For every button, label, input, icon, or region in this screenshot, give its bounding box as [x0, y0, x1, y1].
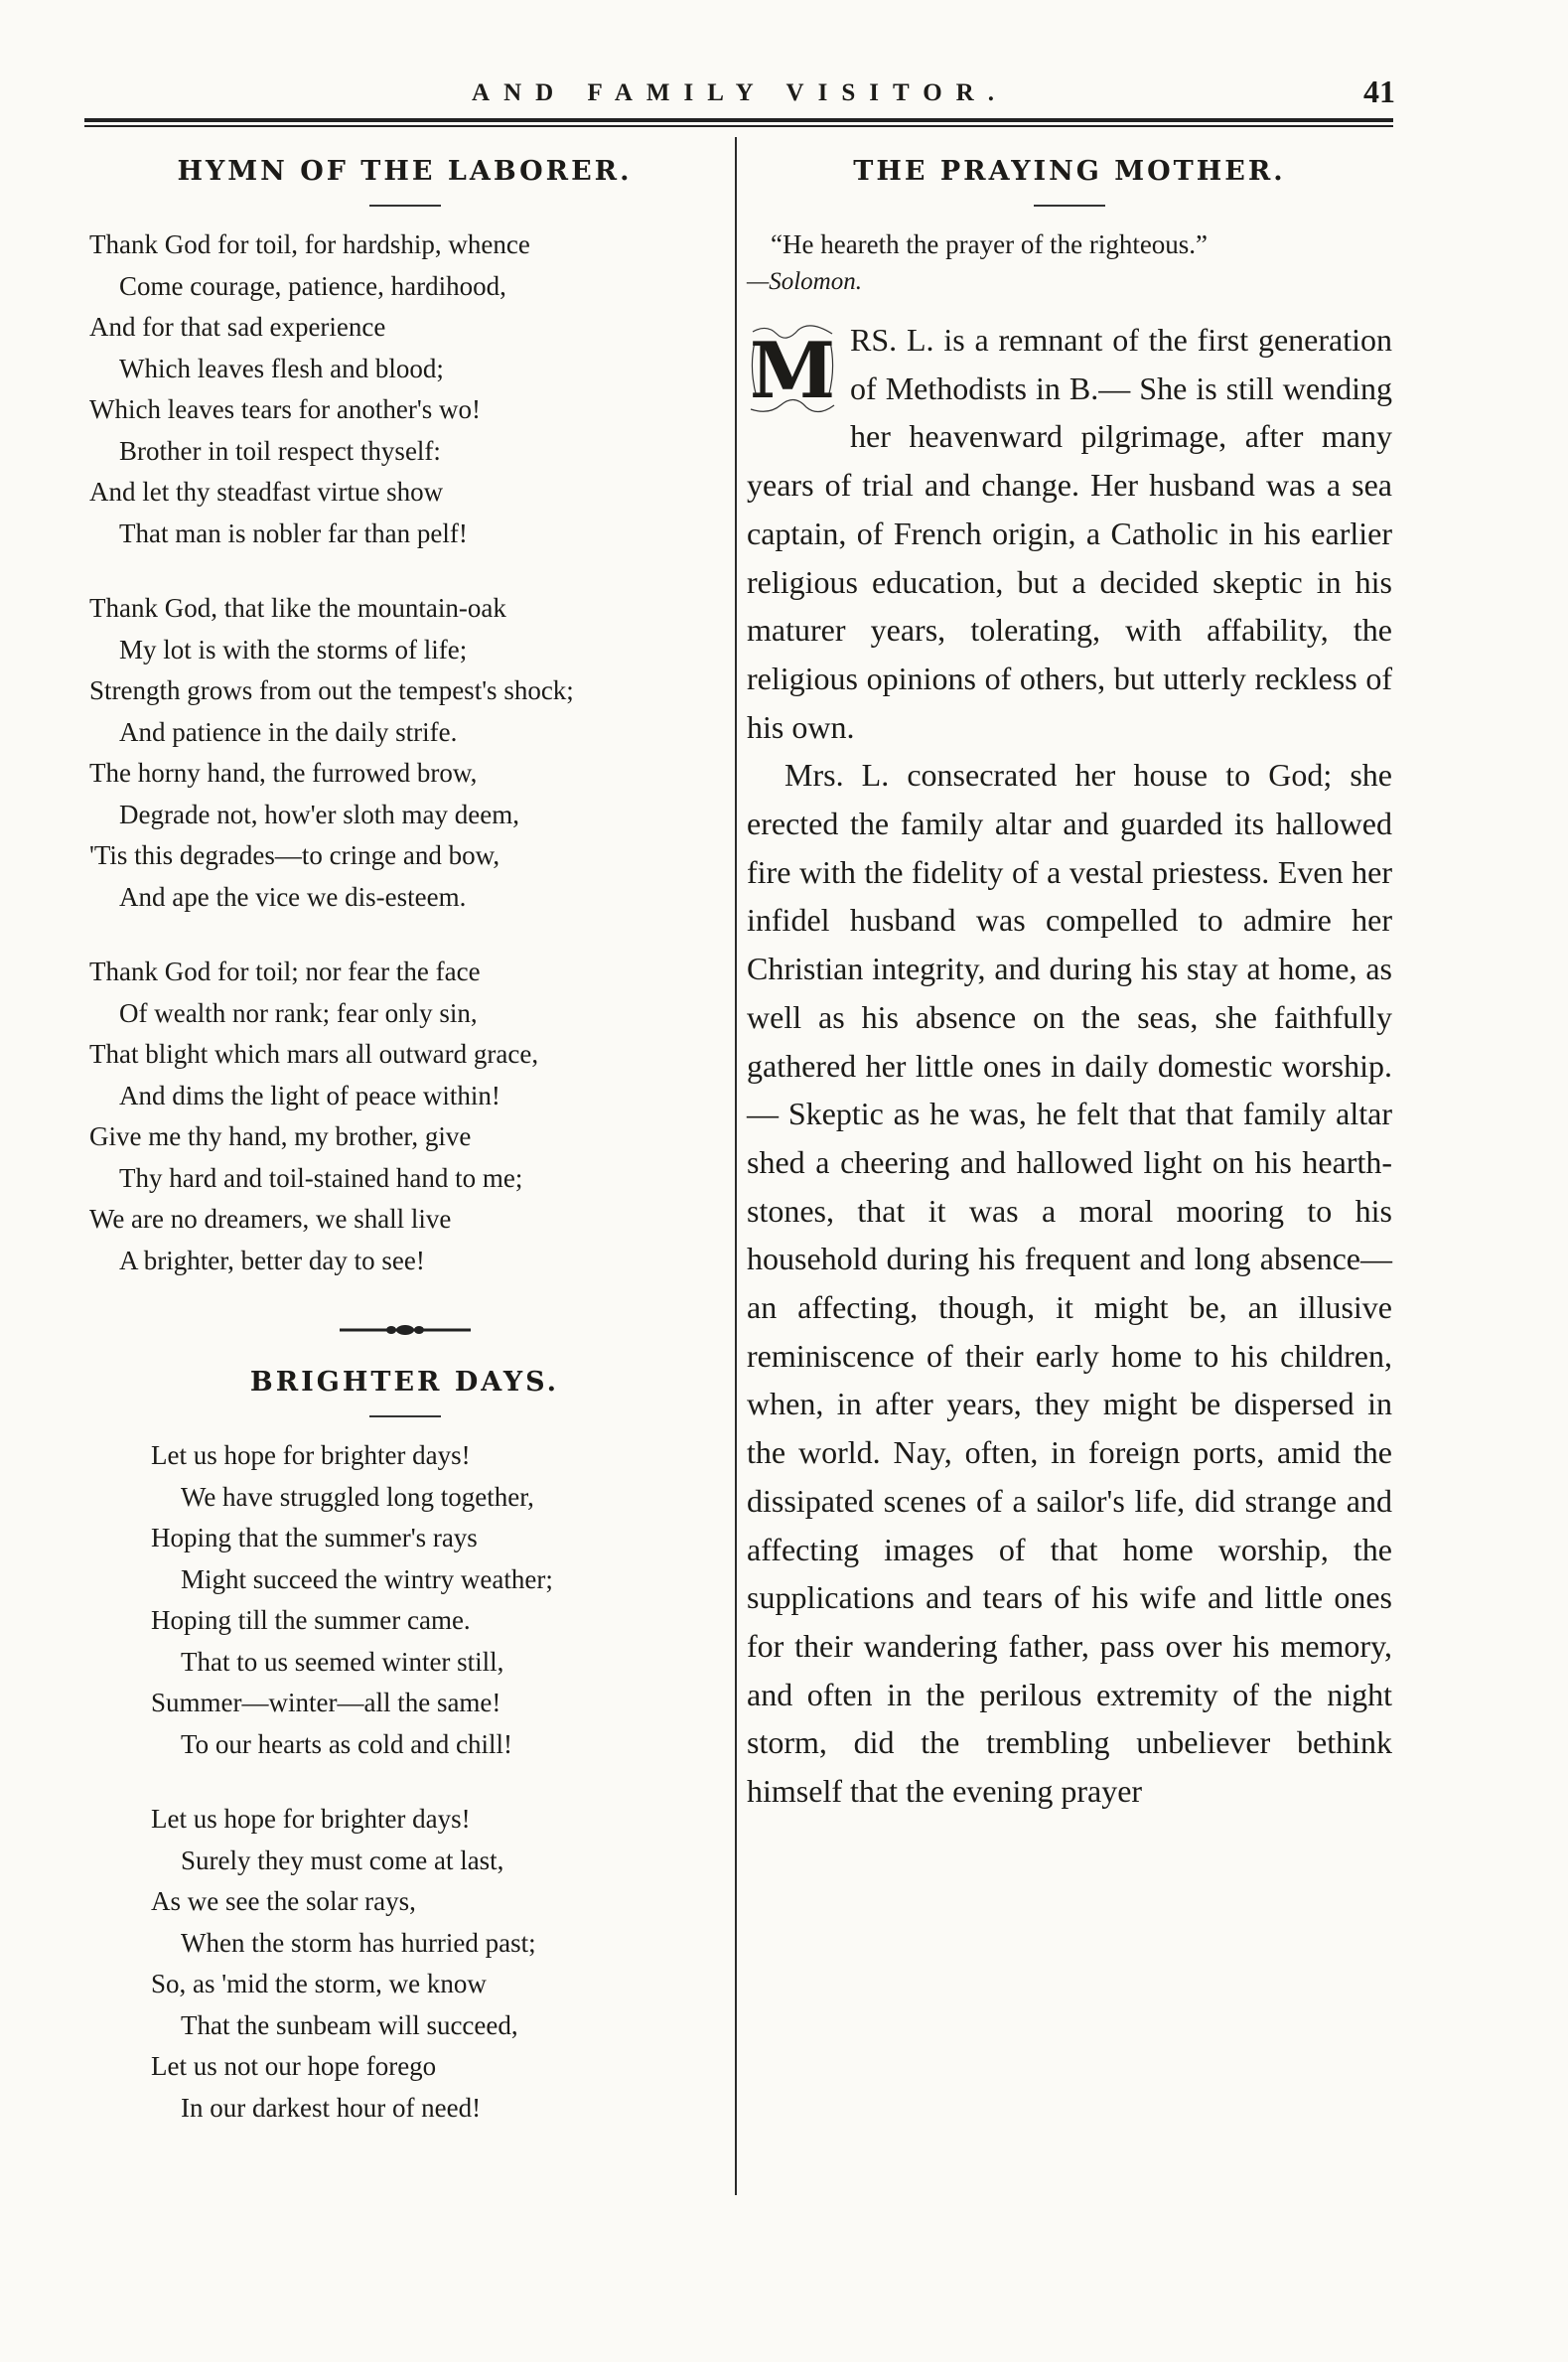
hymn-line: That man is nobler far than pelf!	[119, 517, 468, 548]
hymn-line: Give me thy hand, my brother, give	[89, 1121, 472, 1151]
brighter-days-line: Might succeed the wintry weather;	[181, 1563, 553, 1594]
hymn-line: And dims the light of peace within!	[119, 1080, 500, 1110]
brighter-days-line: That to us seemed winter still,	[181, 1646, 504, 1677]
epigraph-source: —Solomon.	[747, 268, 862, 295]
praying-mother-title: THE PRAYING MOTHER.	[853, 156, 1286, 187]
hymn-title: HYMN OF THE LABORER.	[177, 156, 633, 187]
paragraph-1-lead: RS.	[850, 322, 898, 358]
hymn-line: Which leaves flesh and blood;	[119, 353, 444, 383]
hymn-line: Strength grows from out the tempest's shock;	[89, 675, 574, 705]
brighter-days-line: When the storm has hurried past;	[181, 1927, 536, 1958]
header-rule-thick	[84, 118, 1393, 122]
hymn-line: We are no dreamers, we shall live	[89, 1204, 452, 1234]
hymn-title-rule	[369, 205, 441, 207]
hymn-poem	[89, 224, 720, 1281]
paragraph-2: Mrs. L. consecrated her house to God; she erected the family altar and guarded its hallowed fire with the fidelity of a vestal priestess. Even her infidel husband was compelled to admire her Christian integrity, and during his stay at home, as well as his absence on the seas, she faithfully gathered her little ones in daily domestic worship.— Skeptic as he was, he felt that that family altar shed a cheering and hallowed light on his hearth-stones, that it was a moral mooring to his household during his frequent and long absence—an affecting, though, it might be, an illusive reminiscence of their early home to his children, when, in after years, they might be dispersed in the world. Nay, often, in foreign ports, amid the dissipated scenes of a sailor's life, did strange and affecting images of that home worship, the supplications and tears of his wife and little ones for their wandering father, pass over his memory, and often in the perilous extremity of the night storm, did the trembling unbeliever bethink himself that the evening prayer	[747, 757, 1392, 1810]
page-header	[84, 72, 1395, 121]
hymn-stanza	[89, 952, 720, 1281]
brighter-days-line: Surely they must come at last,	[181, 1845, 504, 1875]
hymn-stanza	[89, 224, 720, 554]
decorative-initial	[747, 322, 838, 417]
brighter-days-poem	[89, 1435, 720, 2129]
column-divider	[735, 137, 737, 2195]
hymn-line: Brother in toil respect thyself:	[119, 435, 441, 466]
hymn-line: And let thy steadfast virtue show	[89, 477, 444, 507]
brighter-days-line: To our hearts as cold and chill!	[181, 1728, 513, 1759]
header-rule-thin	[84, 125, 1393, 127]
running-head: AND FAMILY VISITOR.	[472, 79, 1008, 106]
hymn-line: That blight which mars all outward grace,	[89, 1039, 539, 1069]
hymn-line: Come courage, patience, hardihood,	[119, 270, 506, 301]
paragraph-1	[747, 316, 1392, 751]
brighter-days-line: We have struggled long together,	[181, 1481, 534, 1512]
brighter-days-line: Hoping till the summer came.	[151, 1605, 471, 1635]
hymn-line: And for that sad experience	[89, 312, 386, 342]
hymn-line: 'Tis this degrades—to cringe and bow,	[89, 840, 500, 870]
hymn-line: Of wealth nor rank; fear only sin,	[119, 997, 478, 1028]
hymn-line: Degrade not, how'er sloth may deem,	[119, 799, 519, 829]
brighter-days-line: Hoping that the summer's rays	[151, 1523, 478, 1552]
hymn-line: Thank God for toil; nor fear the face	[89, 957, 481, 986]
brighter-days-line: That the sunbeam will succeed,	[181, 2009, 518, 2040]
brighter-days-line: Let us hope for brighter days!	[151, 1440, 471, 1470]
page-number: 41	[1363, 74, 1395, 109]
brighter-days-title: BRIGHTER DAYS.	[249, 1367, 560, 1398]
hymn-line: And patience in the daily strife.	[119, 716, 458, 747]
epigraph: “He heareth the prayer of the righteous.”	[771, 229, 1209, 259]
brighter-days-line: Let us hope for brighter days!	[151, 1804, 471, 1834]
hymn-stanza	[89, 588, 720, 918]
brighter-days-line: Summer—winter—all the same!	[151, 1688, 501, 1717]
hymn-line: Thank God for toil, for hardship, whence	[89, 229, 530, 259]
brighter-days-title-rule	[369, 1415, 441, 1417]
hymn-line: And ape the vice we dis-esteem.	[119, 881, 467, 912]
hymn-line: Which leaves tears for another's wo!	[89, 394, 481, 424]
hymn-line: The horny hand, the furrowed brow,	[89, 758, 478, 788]
left-column	[89, 144, 720, 2162]
hymn-line: Thy hard and toil-stained hand to me;	[119, 1162, 523, 1193]
brighter-days-line: Let us not our hope forego	[151, 2051, 437, 2081]
hymn-line: A brighter, better day to see!	[119, 1245, 425, 1275]
brighter-days-line: So, as 'mid the storm, we know	[151, 1969, 487, 1998]
hymn-line: My lot is with the storms of life;	[119, 634, 468, 664]
ornament-divider	[336, 1323, 475, 1337]
brighter-days-stanza	[151, 1799, 720, 2129]
hymn-line: Thank God, that like the mountain-oak	[89, 593, 506, 623]
brighter-days-stanza	[151, 1435, 720, 1765]
svg-text:M: M	[749, 326, 836, 416]
brighter-days-line: As we see the solar rays,	[151, 1886, 416, 1916]
praying-mother-title-rule	[1034, 205, 1105, 207]
brighter-days-line: In our darkest hour of need!	[181, 2092, 482, 2123]
paragraph-1-text: L. is a remnant of the first generation of Methodists in B.— She is still wending her heavenward pilgrimage, after many years of trial and change. Her husband was a sea captain, of French origin, a Catholic in his earlier religious education, but a decided skeptic in his maturer years, tolerating, with affability, the religious opinions of others, but utterly reckless of his own.	[747, 322, 1393, 745]
right-column	[747, 144, 1392, 1816]
